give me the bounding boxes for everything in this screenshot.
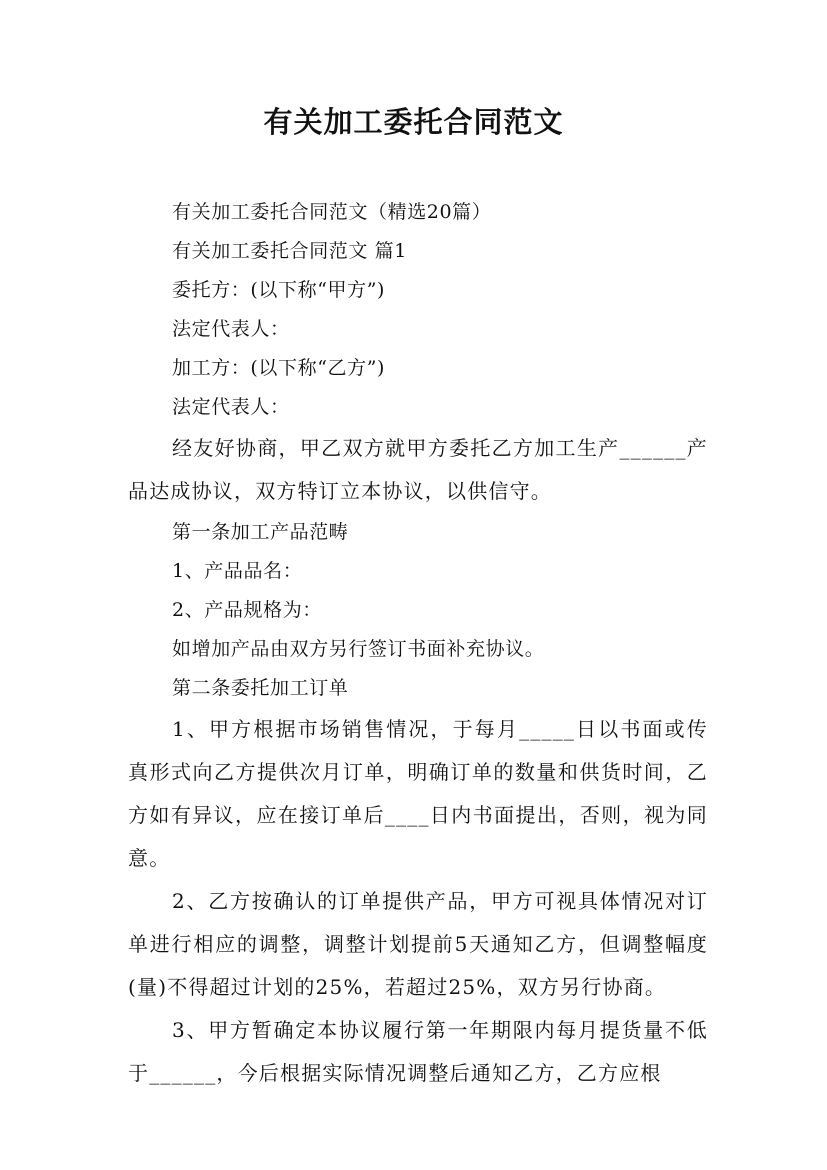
paragraph-order-clause-1: 1、甲方根据市场销售情况，于每月_____日以书面或传真形式向乙方提供次月订单，明确订单的数量和供货时间，乙方如有异议，应在接订单后____日内书面提出，否则，视为同意。 bbox=[128, 717, 708, 870]
paragraph-section-1-heading: 第一条加工产品范畴 bbox=[172, 521, 349, 543]
paragraph-product-spec: 2、产品规格为： bbox=[172, 599, 322, 621]
paragraph-principal: 委托方：(以下称“甲方”) bbox=[172, 279, 386, 301]
paragraph-subtitle: 有关加工委托合同范文（精选20篇） bbox=[172, 201, 492, 223]
document-title: 有关加工委托合同范文 bbox=[263, 105, 564, 139]
paragraph-section-2-heading: 第二条委托加工订单 bbox=[172, 677, 349, 699]
paragraph-agreement-intro: 经友好协商，甲乙双方就甲方委托乙方加工生产______产品达成协议，双方特订立本协议，以供信守。 bbox=[128, 436, 708, 503]
paragraph-product-name: 1、产品品名： bbox=[172, 560, 303, 582]
paragraph-article-heading: 有关加工委托合同范文 篇1 bbox=[172, 240, 407, 262]
paragraph-order-clause-2: 2、乙方按确认的订单提供产品，甲方可视具体情况对订单进行相应的调整，调整计划提前5天通知乙方，但调整幅度(量)不得超过计划的25%，若超过25%，双方另行协商。 bbox=[128, 889, 708, 999]
paragraph-processor: 加工方：(以下称“乙方”) bbox=[172, 357, 386, 379]
document-body bbox=[128, 193, 708, 1095]
paragraph-legal-rep-1: 法定代表人： bbox=[172, 318, 290, 340]
paragraph-supplement: 如增加产品由双方另行签订书面补充协议。 bbox=[172, 638, 545, 660]
paragraph-legal-rep-2: 法定代表人： bbox=[172, 396, 290, 418]
paragraph-order-clause-3: 3、甲方暂确定本协议履行第一年期限内每月提货量不低于______，今后根据实际情况调整后通知乙方，乙方应根 bbox=[128, 1018, 708, 1085]
